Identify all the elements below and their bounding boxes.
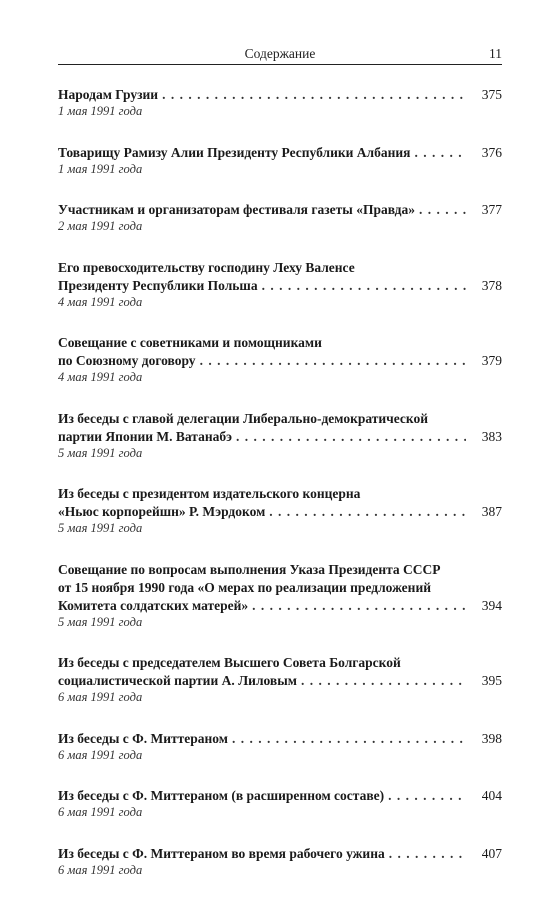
toc-entry-date: 6 мая 1991 года: [58, 805, 143, 819]
toc-entry: [58, 144, 502, 177]
dot-leader: [389, 845, 466, 863]
toc-entry-title-line: партии Японии М. Ватанабэ: [58, 428, 232, 444]
dot-leader: [419, 201, 466, 219]
toc-entry-title-row: [58, 845, 502, 863]
toc-entry-page: 394: [481, 597, 502, 613]
toc-entry-title-line: Из беседы с президентом издательского концерна: [58, 486, 361, 501]
dot-leader: [252, 597, 466, 615]
toc-entry-page: 379: [481, 353, 502, 368]
toc-entry-title-line: Из беседы с Ф. Миттераном во время рабочего ужина: [58, 845, 385, 861]
toc-entry-page: 387: [481, 504, 502, 519]
toc-entry-date: 1 мая 1991 года: [58, 104, 143, 118]
toc-entry: [58, 845, 502, 878]
page-number: 11: [489, 46, 502, 61]
toc-entry-page: 375: [481, 87, 502, 102]
dot-leader: [301, 672, 466, 690]
toc-entry-page: 398: [481, 730, 502, 746]
dot-leader: [388, 787, 466, 805]
dot-leader: [232, 730, 466, 748]
dot-leader: [414, 144, 466, 162]
toc-entry-title-line: от 15 ноября 1990 года «О мерах по реализации предложений: [58, 579, 432, 595]
dot-leader: [162, 86, 466, 104]
toc-entry-title-line: Совещание по вопросам выполнения Указа Президента СССР: [58, 561, 441, 577]
toc-entry-page: 407: [481, 845, 502, 861]
toc-entry-page: 376: [481, 144, 502, 160]
toc-entry-date: 5 мая 1991 года: [58, 521, 143, 535]
toc-entry-title-row: [58, 86, 502, 104]
dot-leader: [236, 428, 466, 446]
toc-entry-page: 383: [481, 428, 502, 444]
toc-entry-title-line: Комитета солдатских матерей»: [58, 597, 249, 613]
toc-entry: [58, 654, 502, 705]
toc-entry-title-row: [58, 352, 502, 370]
toc-entry-date: 6 мая 1991 года: [58, 747, 143, 762]
toc-entry-title-row: [58, 503, 502, 521]
toc-entry-page: 404: [481, 788, 502, 803]
toc-entry: [58, 86, 502, 119]
toc-entry-title-line: Из беседы с главой делегации Либерально-демократической: [58, 410, 429, 426]
toc-entry: [58, 201, 502, 234]
toc-entry-title-row: [58, 787, 502, 805]
toc-entry: [58, 485, 502, 536]
toc-entry-date: 5 мая 1991 года: [58, 614, 143, 629]
toc-entry-date: 4 мая 1991 года: [58, 370, 143, 384]
toc-entry: [58, 787, 502, 820]
toc-entry-title-line: Товарищу Рамизу Алии Президенту Республики Албания: [58, 144, 411, 160]
toc-entry-title-line: Его превосходительству господину Леху Валенсе: [58, 259, 355, 275]
toc-entry-title-line: Участникам и организаторам фестиваля газеты «Правда»: [58, 202, 415, 217]
toc-entry-title-line: по Союзному договору: [58, 353, 196, 368]
toc-entry-page: 378: [481, 277, 502, 293]
toc-entry-title-row: [58, 201, 502, 219]
toc-entry-date: 6 мая 1991 года: [58, 690, 143, 704]
toc-entry-title-line: Народам Грузии: [58, 87, 159, 102]
toc-entry-title-line: Из беседы с Ф. Миттераном (в расширенном составе): [58, 788, 385, 803]
toc-entry-date: 2 мая 1991 года: [58, 219, 143, 233]
toc-entry-title-row: [58, 672, 502, 690]
toc-entry-title-line: Совещание с советниками и помощниками: [58, 335, 322, 350]
toc-entry: [58, 730, 502, 763]
toc-entry-date: 5 мая 1991 года: [58, 445, 143, 460]
toc-entry: [58, 259, 502, 310]
dot-leader: [200, 352, 466, 370]
toc-entry: [58, 561, 502, 630]
toc-entry-page: 395: [481, 673, 502, 688]
toc-entry: [58, 410, 502, 461]
toc-entry-page: 377: [481, 202, 502, 217]
toc-entry-title-row: [58, 597, 502, 615]
table-of-contents: [58, 86, 502, 902]
toc-entry-title-row: [58, 277, 502, 295]
toc-entry-date: 4 мая 1991 года: [58, 294, 143, 309]
toc-entry-title-row: [58, 428, 502, 446]
dot-leader: [262, 277, 466, 295]
toc-entry-title-row: [58, 144, 502, 162]
toc-entry-title-line: Из беседы с председателем Высшего Совета Болгарской: [58, 655, 401, 670]
running-header: [58, 44, 502, 65]
dot-leader: [269, 503, 466, 521]
toc-entry-date: 6 мая 1991 года: [58, 862, 143, 877]
toc-entry-title-line: «Ньюс корпорейшн» Р. Мэрдоком: [58, 504, 266, 519]
running-title: Содержание: [244, 46, 316, 61]
toc-entry-title-row: [58, 730, 502, 748]
toc-entry-title-line: Президенту Республики Польша: [58, 277, 258, 293]
toc-entry-title-line: Из беседы с Ф. Миттераном: [58, 730, 228, 746]
toc-entry: [58, 334, 502, 385]
toc-entry-date: 1 мая 1991 года: [58, 161, 143, 176]
toc-entry-title-line: социалистической партии А. Лиловым: [58, 673, 297, 688]
